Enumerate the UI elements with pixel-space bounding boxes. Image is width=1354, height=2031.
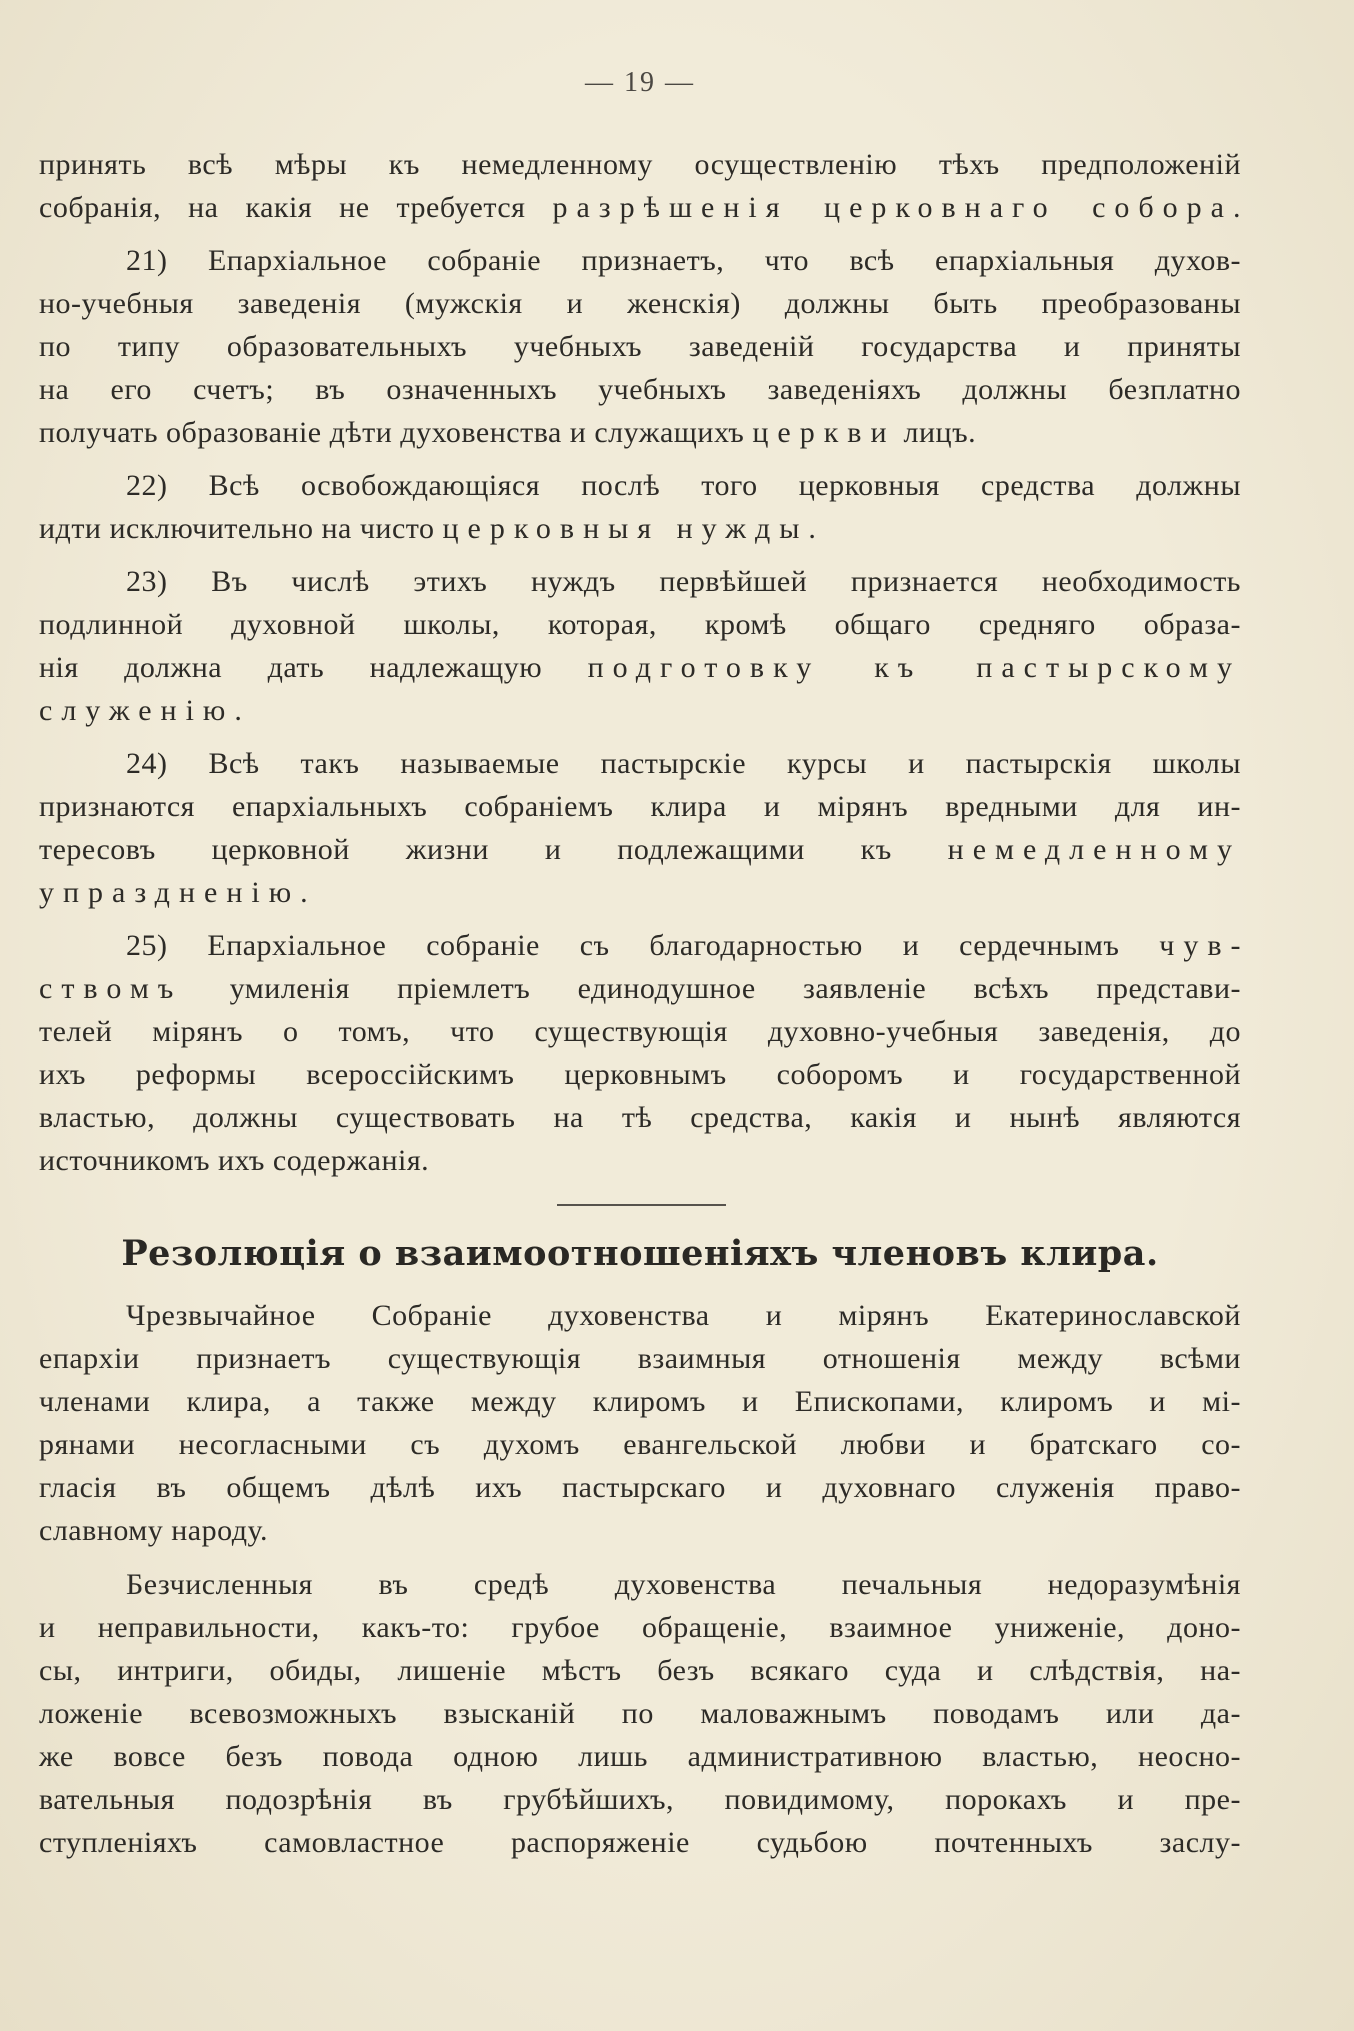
section-heading: Резолюція о взаимоотношеніяхъ членовъ клира. — [121, 1233, 1159, 1274]
text-line: 24) Всѣ такъ называемые пастырскіе курсы и пастырскія школы — [126, 747, 1241, 780]
text-line: членами клира, а также между клиромъ и Епископами, клиромъ и мі- — [39, 1385, 1241, 1418]
text-line: Чрезвычайное Собраніе духовенства и мірянъ Екатеринославской — [126, 1299, 1241, 1332]
spaced-text: подготовку къ пастырскому — [587, 651, 1242, 684]
text-line — [39, 828, 1241, 871]
text-segment: - — [1230, 929, 1241, 962]
text-line — [39, 646, 1241, 689]
resolutions-text-block — [39, 143, 1241, 1182]
text-line: гласія въ общемъ дѣлѣ ихъ пастырскаго и духовнаго служенія право- — [39, 1471, 1241, 1504]
text-segment: идти исключительно на чисто — [39, 512, 443, 545]
spaced-text: разрѣшенія церковнаго собора — [552, 191, 1233, 224]
text-line: по типу образовательныхъ учебныхъ заведеній государства и приняты — [39, 330, 1241, 363]
text-line: ложеніе всевозможныхъ взысканій по маловажнымъ поводамъ или да- — [39, 1697, 1241, 1730]
text-segment: собранія, на какія не требуется — [39, 191, 553, 224]
text-line: епархіи признаетъ существующія взаимныя отношенія между всѣми — [39, 1342, 1241, 1375]
text-line: принять всѣ мѣры къ немедленному осуществленію тѣхъ предположеній — [39, 148, 1241, 181]
text-line — [39, 871, 1241, 914]
spaced-text: церкви — [752, 416, 896, 449]
text-line: ихъ реформы всероссійскимъ церковнымъ соборомъ и государственной — [39, 1058, 1241, 1091]
text-line — [39, 411, 1241, 454]
text-line: но-учебныя заведенія (мужскія и женскія) должны быть преобразованы — [39, 287, 1241, 320]
text-line: и неправильности, какъ-то: грубое обращеніе, взаимное униженіе, доно- — [39, 1611, 1241, 1644]
paragraph-continuation — [39, 143, 1241, 229]
spaced-text: немедленному — [947, 833, 1241, 866]
paragraph-clergy-2 — [39, 1563, 1241, 1864]
paragraph-item-23 — [39, 560, 1241, 732]
text-segment: получать образованіе дѣти духовенства и служащихъ — [39, 416, 753, 449]
text-line: подлинной духовной школы, которая, кромѣ общаго средняго образа- — [39, 608, 1241, 641]
spaced-text: чув — [1159, 929, 1231, 962]
clergy-resolution-text-block — [39, 1294, 1241, 1864]
text-segment: тересовъ церковной жизни и подлежащими къ — [39, 833, 948, 866]
text-line: телей мірянъ о томъ, что существующія духовно-учебныя заведенія, до — [39, 1015, 1241, 1048]
paragraph-item-22 — [39, 464, 1241, 550]
text-line — [39, 967, 1241, 1010]
text-segment: лицъ. — [895, 416, 977, 449]
text-line — [39, 186, 1241, 229]
text-line: 22) Всѣ освобождающіяся послѣ того церковныя средства должны — [126, 469, 1241, 502]
text-line: рянами несогласными съ духомъ евангельской любви и братскаго со- — [39, 1428, 1241, 1461]
text-segment: . — [234, 694, 243, 727]
text-line — [39, 689, 1241, 732]
spaced-text: церковныя нужды — [442, 512, 809, 545]
text-line: ступленіяхъ самовластное распоряженіе судьбою почтенныхъ заслу- — [39, 1826, 1241, 1859]
text-line: на его счетъ; въ означенныхъ учебныхъ заведеніяхъ должны безплатно — [39, 373, 1241, 406]
text-line: же вовсе безъ повода одною лишь административною властью, неосно- — [39, 1740, 1241, 1773]
text-line — [39, 924, 1241, 967]
text-line: сы, интриги, обиды, лишеніе мѣстъ безъ всякаго суда и слѣдствія, на- — [39, 1654, 1241, 1687]
paragraph-item-24 — [39, 742, 1241, 914]
section-divider — [557, 1204, 726, 1206]
page-number: — 19 — — [585, 67, 695, 98]
spaced-text: упраздненію — [39, 876, 301, 909]
text-line: признаются епархіальныхъ собраніемъ клира и мірянъ вредными для ин- — [39, 790, 1241, 823]
text-line: вательныя подозрѣнія въ грубѣйшихъ, повидимому, порокахъ и пре- — [39, 1783, 1241, 1816]
text-line: славному народу. — [39, 1514, 269, 1547]
spaced-text: служенію — [39, 694, 235, 727]
text-line: 23) Въ числѣ этихъ нуждъ первѣйшей признается необходимость — [126, 565, 1241, 598]
text-segment: . — [808, 512, 817, 545]
text-segment: нія должна дать надлежащую — [39, 651, 588, 684]
text-line: 21) Епархіальное собраніе признаетъ, что всѣ епархіальныя духов- — [126, 244, 1241, 277]
text-line: Безчисленныя въ средѣ духовенства печальныя недоразумѣнія — [126, 1568, 1241, 1601]
text-line — [39, 507, 1241, 550]
text-segment: . — [1233, 191, 1241, 224]
text-segment: умиленія пріемлетъ единодушное заявленіе всѣхъ представи- — [182, 972, 1241, 1005]
spaced-text: ствомъ — [39, 972, 183, 1005]
text-segment: 25) Епархіальное собраніе съ благодарностью и сердечнымъ — [126, 929, 1160, 962]
paragraph-item-25 — [39, 924, 1241, 1182]
text-segment: . — [300, 876, 309, 909]
paragraph-item-21 — [39, 239, 1241, 454]
text-line: источникомъ ихъ содержанія. — [39, 1144, 430, 1177]
text-line: властью, должны существовать на тѣ средства, какія и нынѣ являются — [39, 1101, 1241, 1134]
paragraph-clergy-1 — [39, 1294, 1241, 1552]
